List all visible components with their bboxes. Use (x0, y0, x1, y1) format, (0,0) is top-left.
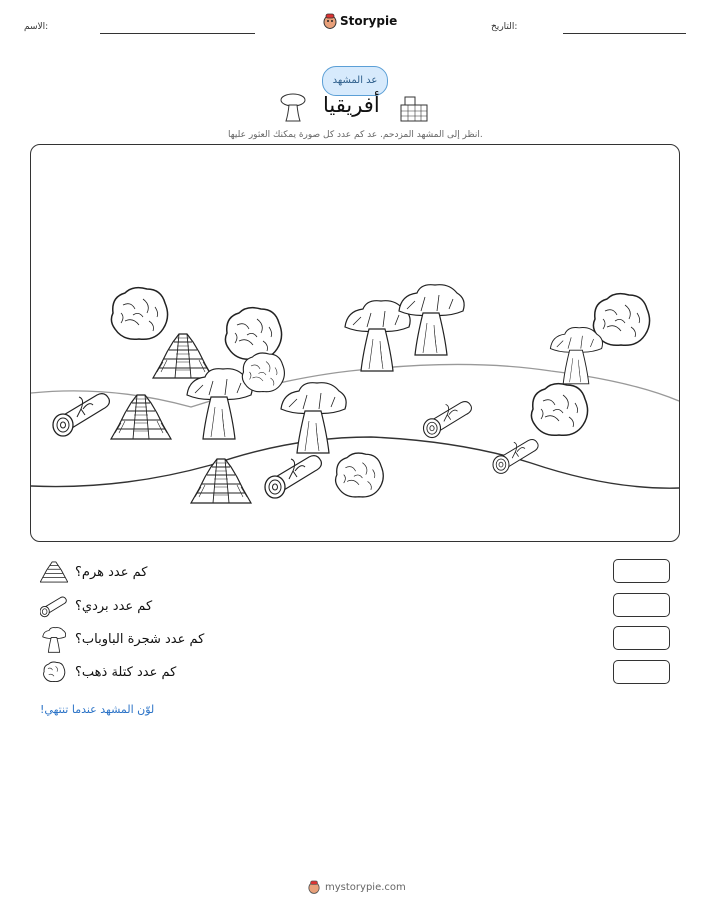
question-gold-nugget: كم عدد كتلة ذهب؟ (75, 665, 177, 680)
date-line[interactable] (563, 33, 686, 34)
gold-nugget-drawing (531, 384, 587, 436)
storypie-mascot-icon (308, 880, 320, 894)
brand-name: Storypie (340, 14, 398, 28)
pyramid-drawing (111, 395, 171, 439)
answer-box-pyramid[interactable] (613, 559, 670, 583)
question-pyramid: كم عدد هرم؟ (75, 565, 148, 580)
question-baobab: كم عدد شجرة الباوباب؟ (75, 632, 205, 647)
name-line[interactable] (100, 33, 255, 34)
gold-nugget-drawing (111, 288, 167, 340)
pyramid-icon (40, 561, 68, 583)
pyramid-drawing (191, 459, 251, 503)
answer-box-gold-nugget[interactable] (613, 660, 670, 684)
scroll-drawing (265, 456, 321, 498)
gold-nugget-drawing (593, 294, 649, 346)
date-label: التاريخ: (491, 22, 518, 32)
baobab-icon (279, 93, 307, 123)
ruins-icon (399, 93, 429, 123)
gold-nugget-drawing (336, 453, 384, 497)
scroll-drawing (493, 440, 538, 474)
baobab-drawing (550, 328, 602, 384)
scene-drawing (31, 145, 679, 541)
title-row (279, 91, 429, 125)
baobab-drawing (281, 383, 346, 453)
gold-nugget-icon (42, 661, 66, 683)
footer (308, 880, 406, 894)
instructions: انظر إلى المشهد المزدحم. عد كم عدد كل صورة يمكنك العثور عليها. (228, 130, 483, 140)
answer-box-baobab[interactable] (613, 626, 670, 650)
gold-nugget-drawing (242, 353, 284, 392)
scroll-drawing (424, 402, 472, 438)
footer-url[interactable]: mystorypie.com (325, 881, 406, 893)
storypie-mascot-icon (323, 13, 337, 29)
scene-count-badge: عد المشهد (322, 66, 388, 96)
gold-nugget-drawing (225, 308, 281, 360)
pyramid-drawing (153, 334, 213, 378)
baobab-icon (42, 627, 66, 653)
question-scroll: كم عدد بردي؟ (75, 599, 153, 614)
counting-scene (30, 144, 680, 542)
scroll-drawing (53, 394, 109, 436)
brand-logo (323, 13, 397, 29)
scroll-icon (40, 594, 68, 618)
color-instruction: لوّن المشهد عندما تنتهي! (40, 703, 155, 716)
answer-box-scroll[interactable] (613, 593, 670, 617)
page-title: أفريقيا (323, 93, 380, 117)
name-label: الاسم: (24, 22, 49, 32)
